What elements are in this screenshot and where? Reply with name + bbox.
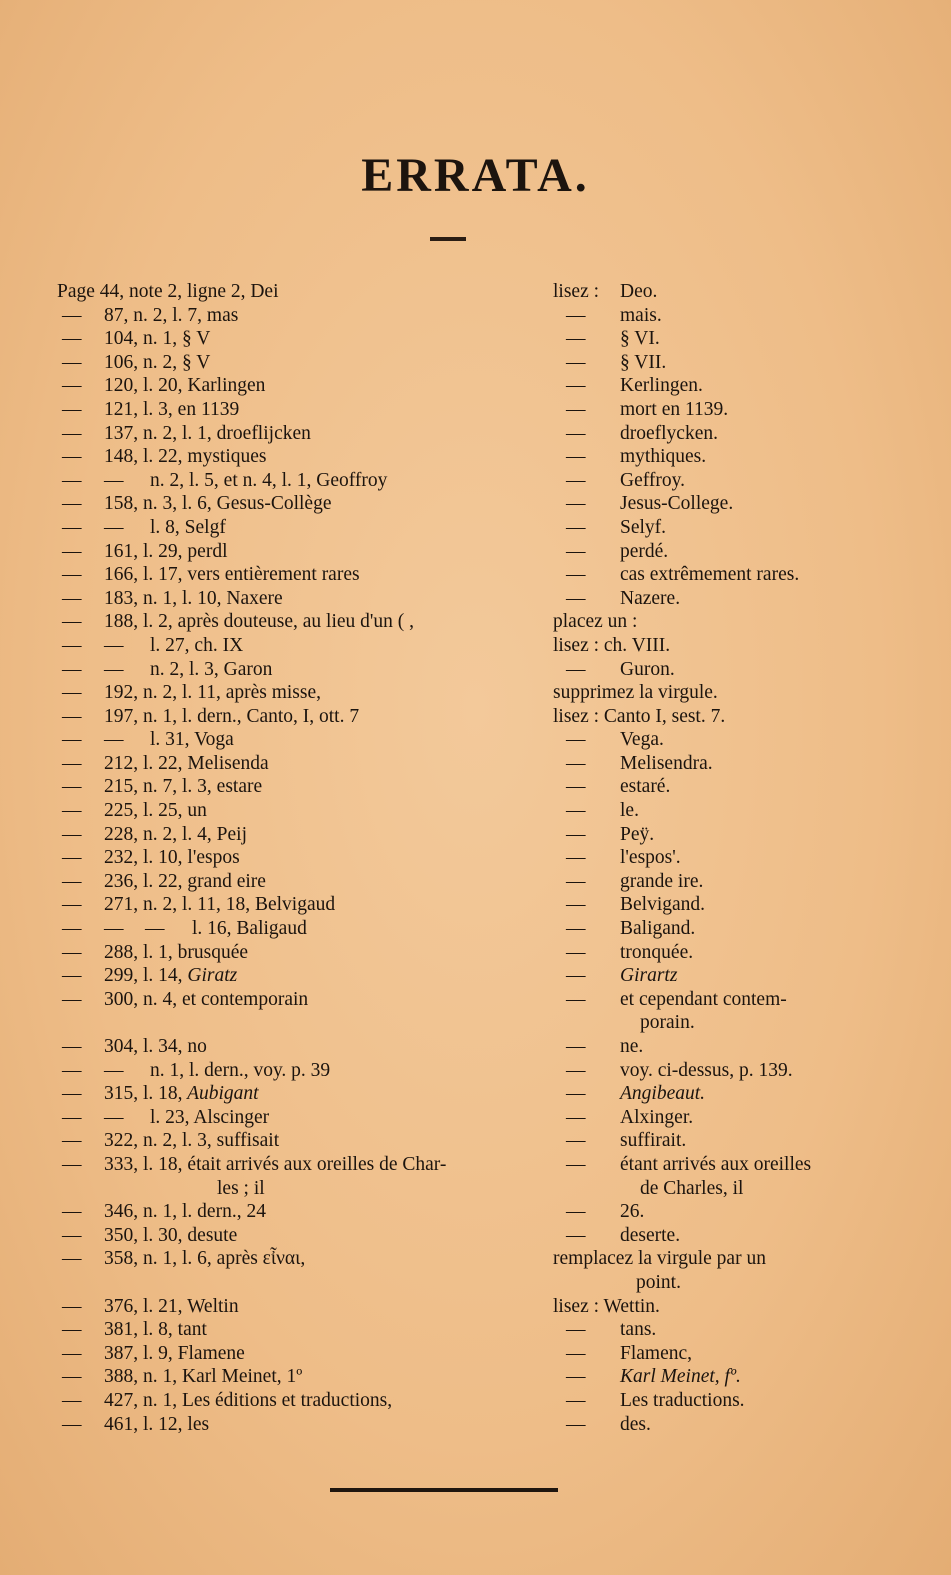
correction: et cependant contem- xyxy=(620,988,787,1010)
entry-italic-word: Aubigant xyxy=(182,1083,259,1105)
ditto-dash: — xyxy=(62,328,82,350)
ditto-dash: — xyxy=(566,847,586,869)
entry-location: l. 16, Baligaud xyxy=(192,918,307,940)
ditto-dash: — xyxy=(62,493,82,515)
ditto-dash: — xyxy=(566,304,586,326)
correction: des. xyxy=(620,1413,651,1435)
ditto-dash: — xyxy=(62,1342,82,1364)
ditto-dash: — xyxy=(566,540,586,562)
entry-location-cont: les ; il xyxy=(217,1177,265,1199)
entry-location: 288, l. 1, brusquée xyxy=(104,941,249,963)
ditto-dash: — xyxy=(62,823,82,845)
correction: Karl Meinet, fº. xyxy=(620,1366,741,1388)
errata-entry xyxy=(0,540,951,564)
errata-entry xyxy=(0,610,951,634)
ditto-dash: — xyxy=(566,1106,586,1128)
page-title: ERRATA. xyxy=(361,149,590,202)
errata-entry xyxy=(0,1342,951,1366)
ditto-dash: — xyxy=(62,918,82,940)
ditto-dash: — xyxy=(566,823,586,845)
entry-location: n. 1, l. dern., voy. p. 39 xyxy=(150,1059,331,1081)
correction: Guron. xyxy=(620,658,675,680)
ditto-dash: — xyxy=(566,564,586,586)
correction: l'espos'. xyxy=(620,847,681,869)
entry-location: 121, l. 3, en 1139 xyxy=(104,398,240,420)
ditto-dash: — xyxy=(104,634,124,656)
entry-location: 358, n. 1, l. 6, après εἶναι, xyxy=(104,1248,306,1270)
errata-entry xyxy=(0,469,951,493)
entry-location: n. 2, l. 3, Garon xyxy=(150,658,273,680)
errata-entry xyxy=(0,1365,951,1389)
correction: suffirait. xyxy=(620,1130,687,1152)
ditto-dash: — xyxy=(566,800,586,822)
entry-location: 158, n. 3, l. 6, Gesus-Collège xyxy=(104,493,332,515)
ditto-dash: — xyxy=(566,776,586,798)
correction: Les traductions. xyxy=(620,1389,745,1411)
ditto-dash: — xyxy=(62,729,82,751)
ditto-dash: — xyxy=(566,493,586,515)
errata-entry xyxy=(0,492,951,516)
ditto-dash: — xyxy=(62,1153,82,1175)
errata-entry xyxy=(0,280,951,304)
errata-entry xyxy=(0,917,951,941)
entry-location: 188, l. 2, après douteuse, au lieu d'un ( , xyxy=(104,611,415,633)
entry-location: l. 8, Selgf xyxy=(150,516,226,538)
ditto-dash: — xyxy=(62,965,82,987)
correction: placez un : xyxy=(553,611,638,633)
entry-location: Page 44, note 2, ligne 2, Dei xyxy=(57,281,279,302)
correction: Baligand. xyxy=(620,918,696,940)
entry-location: 381, l. 8, tant xyxy=(104,1319,207,1341)
ditto-dash: — xyxy=(566,1342,586,1364)
entry-location: 376, l. 21, Weltin xyxy=(104,1295,239,1317)
ditto-dash: — xyxy=(62,611,82,633)
ditto-dash: — xyxy=(62,1201,82,1223)
entry-location: n. 2, l. 5, et n. 4, l. 1, Geoffroy xyxy=(150,469,388,491)
correction: lisez : ch. VIII. xyxy=(553,634,671,656)
correction: Alxinger. xyxy=(620,1106,694,1128)
errata-entry xyxy=(0,658,951,682)
errata-entry xyxy=(0,1153,951,1200)
ditto-dash: — xyxy=(566,375,586,397)
ditto-dash: — xyxy=(62,1366,82,1388)
ditto-dash: — xyxy=(62,446,82,468)
correction: Peÿ. xyxy=(620,823,655,845)
ditto-dash: — xyxy=(566,1130,586,1152)
errata-entry xyxy=(0,304,951,328)
correction: § VII. xyxy=(620,351,667,373)
errata-entry xyxy=(0,634,951,658)
ditto-dash: — xyxy=(62,941,82,963)
errata-entry xyxy=(0,1389,951,1413)
correction-cont: porain. xyxy=(640,1012,695,1034)
ditto-dash: — xyxy=(566,729,586,751)
errata-entry xyxy=(0,1082,951,1106)
entry-location: 161, l. 29, perdl xyxy=(104,540,228,562)
errata-entry xyxy=(0,941,951,965)
ditto-dash: — xyxy=(62,398,82,420)
errata-entry xyxy=(0,563,951,587)
ditto-dash: — xyxy=(62,351,82,373)
errata-entry xyxy=(0,846,951,870)
errata-entry xyxy=(0,823,951,847)
ditto-dash: — xyxy=(104,918,124,940)
correction: ne. xyxy=(620,1036,644,1057)
errata-entry xyxy=(0,775,951,799)
correction: étant arrivés aux oreilles xyxy=(620,1153,812,1175)
errata-entry xyxy=(0,1129,951,1153)
correction: deserte. xyxy=(620,1224,681,1246)
ditto-dash: — xyxy=(62,1295,82,1317)
ditto-dash: — xyxy=(62,587,82,609)
correction: perdé. xyxy=(620,540,669,562)
ditto-dash: — xyxy=(62,658,82,680)
correction: mais. xyxy=(620,304,662,326)
ditto-dash: — xyxy=(566,422,586,444)
errata-entry xyxy=(0,1035,951,1059)
entry-location: 232, l. 10, l'espos xyxy=(104,847,240,869)
ditto-dash: — xyxy=(566,658,586,680)
correction: lisez : Wettin. xyxy=(553,1295,660,1317)
ditto-dash: — xyxy=(566,941,586,963)
ditto-dash: — xyxy=(62,847,82,869)
ditto-dash: — xyxy=(104,469,124,491)
correction: cas extrêmement rares. xyxy=(620,564,800,586)
ditto-dash: — xyxy=(566,1366,586,1388)
ditto-dash: — xyxy=(104,1059,124,1081)
ditto-dash: — xyxy=(62,564,82,586)
ditto-dash: — xyxy=(62,469,82,491)
correction: grande ire. xyxy=(620,870,704,892)
ditto-dash: — xyxy=(566,894,586,916)
ditto-dash: — xyxy=(62,1248,82,1270)
ditto-dash: — xyxy=(566,965,586,987)
correction: remplacez la virgule par un xyxy=(553,1248,766,1270)
ditto-dash: — xyxy=(566,870,586,892)
ditto-dash: — xyxy=(566,1319,586,1341)
correction-cont: point. xyxy=(636,1271,681,1293)
entry-location: l. 31, Voga xyxy=(150,729,234,751)
ditto-dash: — xyxy=(62,1130,82,1152)
correction: le. xyxy=(620,800,639,822)
errata-entry xyxy=(0,752,951,776)
entry-location: 215, n. 7, l. 3, estare xyxy=(104,776,263,798)
entry-location: 350, l. 30, desute xyxy=(104,1224,238,1246)
errata-entry xyxy=(0,705,951,729)
entry-location: 461, l. 12, les xyxy=(104,1413,210,1435)
errata-entry xyxy=(0,681,951,705)
ditto-dash: — xyxy=(62,1106,82,1128)
ditto-dash: — xyxy=(62,682,82,704)
errata-entry xyxy=(0,445,951,469)
entry-location: 166, l. 17, vers entièrement rares xyxy=(104,564,360,586)
ditto-dash: — xyxy=(62,516,82,538)
entry-location: 197, n. 1, l. dern., Canto, I, ott. 7 xyxy=(104,705,360,727)
correction: estaré. xyxy=(620,776,671,798)
ditto-dash: — xyxy=(62,776,82,798)
correction: tans. xyxy=(620,1319,657,1341)
ditto-dash: — xyxy=(62,375,82,397)
correction: Belvigand. xyxy=(620,894,706,916)
ditto-dash: — xyxy=(566,1413,586,1435)
entry-location: l. 23, Alscinger xyxy=(150,1106,270,1128)
ditto-dash: — xyxy=(62,422,82,444)
errata-entry xyxy=(0,398,951,422)
ditto-dash: — xyxy=(566,1224,586,1246)
ditto-dash: — xyxy=(62,1059,82,1081)
correction: mythiques. xyxy=(620,446,707,468)
entry-location: 427, n. 1, Les éditions et traductions, xyxy=(104,1389,393,1411)
correction-cont: de Charles, il xyxy=(640,1177,744,1199)
ditto-dash: — xyxy=(566,1036,586,1057)
ditto-dash: — xyxy=(566,1201,586,1223)
errata-entry xyxy=(0,587,951,611)
errata-entry xyxy=(0,893,951,917)
errata-entry xyxy=(0,516,951,540)
correction: Flamenc, xyxy=(620,1342,693,1364)
entry-location: 225, l. 25, un xyxy=(104,800,207,822)
ditto-dash: — xyxy=(566,351,586,373)
entry-location: 299, l. 14, Giratz xyxy=(104,965,238,987)
entry-location: 148, l. 22, mystiques xyxy=(104,446,267,468)
correction: Selyf. xyxy=(620,516,667,538)
errata-entry xyxy=(0,1295,951,1319)
entry-location: 387, l. 9, Flamene xyxy=(104,1342,245,1364)
errata-entry xyxy=(0,728,951,752)
entry-italic-word: Giratz xyxy=(182,965,238,987)
entry-location: 271, n. 2, l. 11, 18, Belvigaud xyxy=(104,894,336,916)
entry-location: 137, n. 2, l. 1, droeflijcken xyxy=(104,422,311,444)
errata-list xyxy=(0,280,951,1436)
ditto-dash: — xyxy=(62,1319,82,1341)
ditto-dash: — xyxy=(62,540,82,562)
ditto-dash: — xyxy=(104,729,124,751)
ditto-dash: — xyxy=(566,918,586,940)
ditto-dash: — xyxy=(566,516,586,538)
correction: lisez : Canto I, sest. 7. xyxy=(553,705,726,727)
entry-location: 228, n. 2, l. 4, Peij xyxy=(104,823,248,845)
ditto-dash: — xyxy=(566,1083,586,1105)
entry-location: 106, n. 2, § V xyxy=(104,351,211,373)
ditto-dash: — xyxy=(145,918,165,940)
errata-entry xyxy=(0,1200,951,1224)
correction: Vega. xyxy=(620,729,664,751)
ditto-dash: — xyxy=(62,1083,82,1105)
errata-entry xyxy=(0,1247,951,1294)
correction-prefix: lisez : xyxy=(553,281,600,302)
ditto-dash: — xyxy=(62,1389,82,1411)
entry-location: 300, n. 4, et contemporain xyxy=(104,988,309,1010)
correction: Nazere. xyxy=(620,587,681,609)
correction: Jesus-College. xyxy=(620,493,734,515)
errata-entry xyxy=(0,1059,951,1083)
ditto-dash: — xyxy=(62,1413,82,1435)
entry-location: 322, n. 2, l. 3, suffisait xyxy=(104,1130,280,1152)
errata-entry xyxy=(0,870,951,894)
correction: Kerlingen. xyxy=(620,375,703,397)
ditto-dash: — xyxy=(62,1036,82,1057)
errata-entry xyxy=(0,422,951,446)
errata-entry xyxy=(0,1224,951,1248)
correction: Geffroy. xyxy=(620,469,685,491)
correction: voy. ci-dessus, p. 139. xyxy=(620,1059,793,1081)
ditto-dash: — xyxy=(62,988,82,1010)
entry-location: 333, l. 18, était arrivés aux oreilles de Char- xyxy=(104,1153,447,1175)
entry-location: 104, n. 1, § V xyxy=(104,328,211,350)
correction: Girartz xyxy=(620,965,678,987)
correction: supprimez la virgule. xyxy=(553,682,718,704)
entry-location: 346, n. 1, l. dern., 24 xyxy=(104,1201,266,1223)
entry-location: 304, l. 34, no xyxy=(104,1036,207,1057)
bottom-rule xyxy=(330,1488,558,1492)
errata-entry xyxy=(0,327,951,351)
ditto-dash: — xyxy=(566,1153,586,1175)
entry-location: 212, l. 22, Melisenda xyxy=(104,752,269,774)
correction: § VI. xyxy=(620,328,660,350)
errata-entry xyxy=(0,1106,951,1130)
ditto-dash: — xyxy=(104,516,124,538)
entry-location: 183, n. 1, l. 10, Naxere xyxy=(104,587,283,609)
entry-location: 236, l. 22, grand eire xyxy=(104,870,266,892)
ditto-dash: — xyxy=(566,1389,586,1411)
ditto-dash: — xyxy=(62,634,82,656)
ditto-dash: — xyxy=(566,469,586,491)
ditto-dash: — xyxy=(566,752,586,774)
correction: 26. xyxy=(620,1201,645,1223)
correction: Angibeaut. xyxy=(620,1083,706,1105)
ditto-dash: — xyxy=(62,1224,82,1246)
errata-entry xyxy=(0,1318,951,1342)
correction: Melisendra. xyxy=(620,752,713,774)
correction: mort en 1139. xyxy=(620,398,729,420)
ditto-dash: — xyxy=(62,752,82,774)
ditto-dash: — xyxy=(62,304,82,326)
ditto-dash: — xyxy=(566,988,586,1010)
errata-entry xyxy=(0,374,951,398)
entry-location: 315, l. 18, Aubigant xyxy=(104,1083,259,1105)
entry-location: 87, n. 2, l. 7, mas xyxy=(104,304,239,326)
ditto-dash: — xyxy=(566,1059,586,1081)
errata-entry xyxy=(0,351,951,375)
ditto-dash: — xyxy=(62,800,82,822)
errata-entry xyxy=(0,964,951,988)
entry-location: 192, n. 2, l. 11, après misse, xyxy=(104,682,322,704)
entry-location: 388, n. 1, Karl Meinet, 1º xyxy=(104,1366,303,1388)
ditto-dash: — xyxy=(104,1106,124,1128)
ditto-dash: — xyxy=(566,587,586,609)
ditto-dash: — xyxy=(62,870,82,892)
correction: Deo. xyxy=(620,281,658,302)
ditto-dash: — xyxy=(566,446,586,468)
entry-location: l. 27, ch. IX xyxy=(150,634,244,656)
ditto-dash: — xyxy=(62,705,82,727)
entry-location: 120, l. 20, Karlingen xyxy=(104,375,266,397)
ditto-dash: — xyxy=(566,398,586,420)
errata-entry xyxy=(0,799,951,823)
errata-entry xyxy=(0,988,951,1035)
correction: droeflycken. xyxy=(620,422,718,444)
correction: tronquée. xyxy=(620,941,694,963)
ditto-dash: — xyxy=(104,658,124,680)
ditto-dash: — xyxy=(62,894,82,916)
ditto-dash: — xyxy=(566,328,586,350)
title-rule xyxy=(430,237,466,241)
errata-entry xyxy=(0,1413,951,1437)
